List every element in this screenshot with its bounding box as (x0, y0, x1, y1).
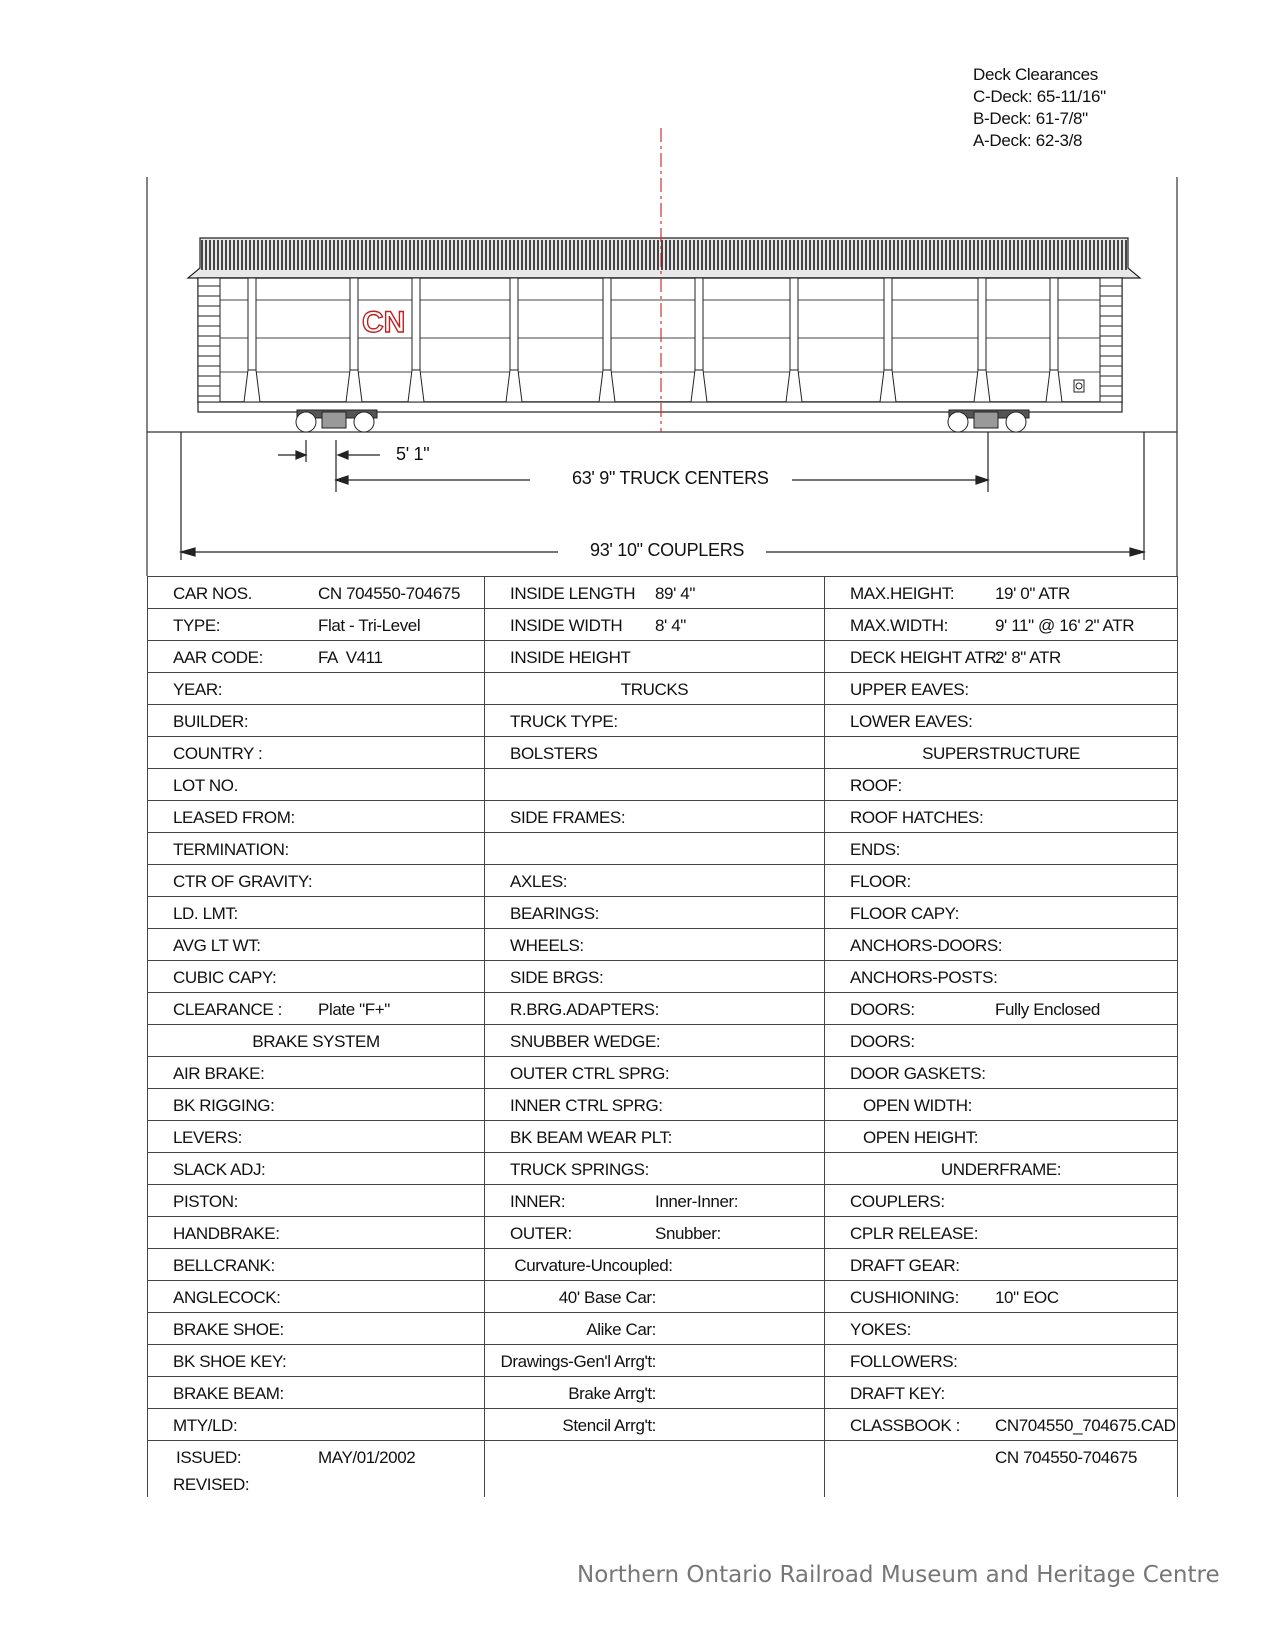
spec-cell (825, 1089, 1178, 1121)
spec-label: OUTER CTRL SPRG: (510, 1064, 670, 1083)
issued-date: MAY/01/2002 (318, 1448, 416, 1467)
spec-label: BEARINGS: (510, 904, 599, 923)
spec-row (148, 929, 1178, 961)
spec-label: BK SHOE KEY: (173, 1352, 287, 1371)
spec-label: Alike Car: (586, 1320, 656, 1339)
spec-label: FLOOR: (850, 872, 911, 891)
spec-label: YEAR: (173, 680, 223, 699)
revised-label: REVISED: (173, 1475, 250, 1494)
spec-cell (485, 1377, 825, 1409)
spec-label: Drawings-Gen'l Arrg't: (500, 1352, 656, 1371)
spec-cell (825, 1217, 1178, 1249)
spec-cell (485, 833, 825, 865)
spec-label: INNER: (510, 1192, 566, 1211)
spec-label: Stencil Arrg't: (562, 1416, 656, 1435)
spec-label: COUPLERS: (850, 1192, 945, 1211)
spec-label: BRAKE BEAM: (173, 1384, 284, 1403)
spec-row (148, 993, 1178, 1025)
spec-cell (148, 1217, 485, 1249)
spec-label: INSIDE LENGTH (510, 584, 636, 603)
spec-cell (148, 1409, 485, 1441)
spec-cell (825, 929, 1178, 961)
spec-label: AVG LT WT: (173, 936, 261, 955)
spec-row (148, 1249, 1178, 1281)
spec-label: OPEN WIDTH: (850, 1096, 972, 1115)
spec-row (148, 1377, 1178, 1409)
spec-cell (485, 577, 825, 609)
spec-cell (485, 1185, 825, 1217)
spec-cell (485, 1281, 825, 1313)
spec-label: LEASED FROM: (173, 808, 295, 827)
spec-label: WHEELS: (510, 936, 584, 955)
spec-label: ENDS: (850, 840, 900, 859)
spec-cell (148, 1313, 485, 1345)
spec-label: ROOF HATCHES: (850, 808, 984, 827)
spec-cell (148, 801, 485, 833)
spec-cell (485, 705, 825, 737)
spec-cell (148, 993, 485, 1025)
spec-label: LEVERS: (173, 1128, 243, 1147)
spec-cell (148, 897, 485, 929)
spec-cell (148, 641, 485, 673)
spec-label: DOORS: (850, 1000, 915, 1019)
car-specification-table (147, 576, 1178, 1497)
spec-label: SLACK ADJ: (173, 1160, 266, 1179)
spec-cell (148, 577, 485, 609)
spec-cell (148, 1025, 485, 1057)
spec-label: INSIDE HEIGHT (510, 648, 631, 667)
ladder-right (1100, 278, 1122, 402)
spec-label: BRAKE SHOE: (173, 1320, 284, 1339)
spec-label: ROOF: (850, 776, 902, 795)
b-deck-clearance: B-Deck: 61-7/8" (973, 109, 1088, 128)
spec-cell (825, 769, 1178, 801)
spec-label: UPPER EAVES: (850, 680, 969, 699)
spec-cell (825, 801, 1178, 833)
truck-centers-dimension: 63' 9" TRUCK CENTERS (568, 468, 773, 489)
spec-cell (148, 1153, 485, 1185)
spec-cell (825, 1153, 1178, 1185)
section-heading: UNDERFRAME: (940, 1160, 1062, 1179)
spec-cell (148, 961, 485, 993)
spec-cell (825, 993, 1178, 1025)
spec-cell (485, 993, 825, 1025)
spec-cell (485, 865, 825, 897)
issued-label: ISSUED: (176, 1448, 242, 1467)
spec-label: BK BEAM WEAR PLT: (510, 1128, 672, 1147)
spec-label: ANCHORS-DOORS: (850, 936, 1003, 955)
spec-cell (825, 705, 1178, 737)
spec-label: LD. LMT: (173, 904, 238, 923)
issued-cell (148, 1441, 485, 1498)
spec-label: DOORS: (850, 1032, 915, 1051)
spec-value: Fully Enclosed (995, 1000, 1100, 1019)
spec-label: YOKES: (850, 1320, 911, 1339)
spec-cell (825, 1281, 1178, 1313)
spec-label: LOWER EAVES: (850, 712, 973, 731)
spec-cell (148, 1249, 485, 1281)
spec-row (148, 705, 1178, 737)
spec-cell (148, 929, 485, 961)
spec-cell (825, 1249, 1178, 1281)
spec-label: DECK HEIGHT ATR: (850, 648, 1001, 667)
spec-cell (148, 737, 485, 769)
spec-label: AXLES: (510, 872, 568, 891)
spec-value: CN704550_704675.CAD (995, 1416, 1176, 1435)
section-heading: SUPERSTRUCTURE (922, 744, 1080, 763)
spec-value: CN 704550-704675 (318, 584, 460, 603)
spec-row (148, 865, 1178, 897)
spec-cell (825, 737, 1178, 769)
spec-value: 2' 8" ATR (995, 648, 1061, 667)
spec-label: CUSHIONING: (850, 1288, 959, 1307)
spec-row (148, 1313, 1178, 1345)
spec-row (148, 1121, 1178, 1153)
spec-row (148, 801, 1178, 833)
ladder-left (198, 278, 220, 402)
spec-label: PISTON: (173, 1192, 238, 1211)
spec-row (148, 1153, 1178, 1185)
spec-row (148, 1089, 1178, 1121)
spec-cell (148, 705, 485, 737)
spec-label: CLEARANCE : (173, 1000, 282, 1019)
spec-row (148, 833, 1178, 865)
section-heading: TRUCKS (620, 680, 689, 699)
spec-value: 89' 4" (655, 584, 695, 603)
spec-label: FLOOR CAPY: (850, 904, 959, 923)
spec-label: AIR BRAKE: (173, 1064, 265, 1083)
spec-label: BUILDER: (173, 712, 249, 731)
spec-row (148, 641, 1178, 673)
c-deck-clearance: C-Deck: 65-11/16" (973, 87, 1106, 106)
spec-label: OUTER: (510, 1224, 572, 1243)
spec-value: 19' 0" ATR (995, 584, 1070, 603)
spec-cell (485, 1249, 825, 1281)
spec-cell (825, 897, 1178, 929)
spec-cell (485, 609, 825, 641)
truck-left (296, 410, 377, 432)
spec-value: Flat - Tri-Level (318, 616, 421, 635)
spec-cell (825, 1345, 1178, 1377)
spec-value: Snubber: (655, 1224, 721, 1243)
spec-row-issued (148, 1441, 1178, 1498)
spec-cell (825, 673, 1178, 705)
spec-label: DRAFT KEY: (850, 1384, 945, 1403)
spec-cell (825, 1057, 1178, 1089)
spec-value: Plate "F+" (318, 1000, 390, 1019)
spec-label: CAR NOS. (173, 584, 252, 603)
spec-cell (485, 737, 825, 769)
spec-cell (825, 961, 1178, 993)
spec-cell (485, 897, 825, 929)
spec-label: TRUCK TYPE: (510, 712, 618, 731)
spec-label: DOOR GASKETS: (850, 1064, 986, 1083)
spec-label: LOT NO. (173, 776, 238, 795)
spec-cell (485, 769, 825, 801)
spec-cell (485, 1313, 825, 1345)
spec-label: INNER CTRL SPRG: (510, 1096, 663, 1115)
spec-value: 9' 11" @ 16' 2" ATR (995, 616, 1135, 635)
spec-cell (825, 865, 1178, 897)
spec-cell (148, 1057, 485, 1089)
spec-label: TERMINATION: (173, 840, 289, 859)
spec-cell (485, 961, 825, 993)
spec-cell (485, 1153, 825, 1185)
railcar-elevation-drawing (0, 0, 1275, 576)
spec-cell (825, 641, 1178, 673)
spec-label: HANDBRAKE: (173, 1224, 280, 1243)
spec-label: TYPE: (173, 616, 221, 635)
spec-label: CTR OF GRAVITY: (173, 872, 313, 891)
spec-label: SNUBBER WEDGE: (510, 1032, 661, 1051)
spec-row (148, 673, 1178, 705)
spec-cell (148, 833, 485, 865)
spec-row (148, 737, 1178, 769)
spec-label: AAR CODE: (173, 648, 263, 667)
spec-cell (825, 1025, 1178, 1057)
spec-label: Brake Arrg't: (568, 1384, 656, 1403)
spec-cell (485, 929, 825, 961)
spec-value: Inner-Inner: (655, 1192, 739, 1211)
spec-cell (148, 1281, 485, 1313)
spec-cell (148, 1377, 485, 1409)
section-heading: BRAKE SYSTEM (252, 1032, 380, 1051)
spec-label: BELLCRANK: (173, 1256, 275, 1275)
spec-value: FA V411 (318, 648, 383, 667)
spec-cell (148, 1185, 485, 1217)
spec-label: CLASSBOOK : (850, 1416, 960, 1435)
spec-cell (825, 1121, 1178, 1153)
spec-label: MAX.WIDTH: (850, 616, 948, 635)
a-deck-clearance: A-Deck: 62-3/8 (973, 131, 1083, 150)
couplers-dimension: 93' 10" COUPLERS (586, 540, 748, 561)
spec-row (148, 1217, 1178, 1249)
spec-cell (825, 833, 1178, 865)
spec-row (148, 1345, 1178, 1377)
spec-label: MTY/LD: (173, 1416, 238, 1435)
spec-label: CUBIC CAPY: (173, 968, 277, 987)
spec-row (148, 609, 1178, 641)
spec-cell (485, 1089, 825, 1121)
spec-label: 40' Base Car: (558, 1288, 656, 1307)
spec-cell (825, 609, 1178, 641)
spec-cell (148, 673, 485, 705)
spec-label: ANGLECOCK: (173, 1288, 281, 1307)
spec-cell (825, 1377, 1178, 1409)
spec-cell (485, 801, 825, 833)
empty-cell (485, 1441, 825, 1498)
spec-label: ANCHORS-POSTS: (850, 968, 998, 987)
spec-cell (148, 1089, 485, 1121)
spec-label: Curvature-Uncoupled: (510, 1256, 673, 1275)
spec-cell (485, 641, 825, 673)
spec-cell (148, 609, 485, 641)
spec-label: CPLR RELEASE: (850, 1224, 979, 1243)
spec-cell (485, 1025, 825, 1057)
spec-row (148, 1281, 1178, 1313)
spec-cell (825, 1185, 1178, 1217)
spec-cell (825, 577, 1178, 609)
spec-row (148, 961, 1178, 993)
spec-label: TRUCK SPRINGS: (510, 1160, 649, 1179)
spec-cell (825, 1313, 1178, 1345)
spec-label: SIDE BRGS: (510, 968, 604, 987)
spec-cell (148, 769, 485, 801)
spec-cell (485, 1121, 825, 1153)
spec-label: OPEN HEIGHT: (850, 1128, 979, 1147)
spec-row (148, 1057, 1178, 1089)
spec-cell (485, 1057, 825, 1089)
spec-cell (148, 1121, 485, 1153)
truck-right (948, 410, 1029, 432)
spec-row (148, 577, 1178, 609)
spec-label: SIDE FRAMES: (510, 808, 626, 827)
spec-label: DRAFT GEAR: (850, 1256, 960, 1275)
museum-credit: Northern Ontario Railroad Museum and Heritage Centre (577, 1562, 1220, 1588)
spec-cell (485, 1217, 825, 1249)
spec-label: MAX.HEIGHT: (850, 584, 955, 603)
car-series-cell (825, 1441, 1178, 1498)
car-series: CN 704550-704675 (995, 1448, 1137, 1467)
spec-label: FOLLOWERS: (850, 1352, 958, 1371)
spec-row (148, 1409, 1178, 1441)
spec-row (148, 1185, 1178, 1217)
spec-label: BK RIGGING: (173, 1096, 275, 1115)
spec-label: INSIDE WIDTH (510, 616, 623, 635)
spec-label: BOLSTERS (510, 744, 598, 763)
spec-value: 8' 4" (655, 616, 686, 635)
spec-cell (148, 865, 485, 897)
spec-cell (148, 1345, 485, 1377)
spec-cell (485, 1345, 825, 1377)
spec-label: COUNTRY : (173, 744, 263, 763)
spec-cell (485, 1409, 825, 1441)
deck-clearances-title: Deck Clearances (973, 65, 1098, 84)
cn-logo: CN (362, 306, 406, 339)
spec-row (148, 769, 1178, 801)
spec-row (148, 1025, 1178, 1057)
corrugated-roof (188, 238, 1140, 278)
spec-label: R.BRG.ADAPTERS: (510, 1000, 659, 1019)
truck-offset-dimension: 5' 1" (392, 444, 433, 465)
spec-row (148, 897, 1178, 929)
spec-cell (485, 673, 825, 705)
spec-cell (825, 1409, 1178, 1441)
spec-value: 10" EOC (995, 1288, 1059, 1307)
